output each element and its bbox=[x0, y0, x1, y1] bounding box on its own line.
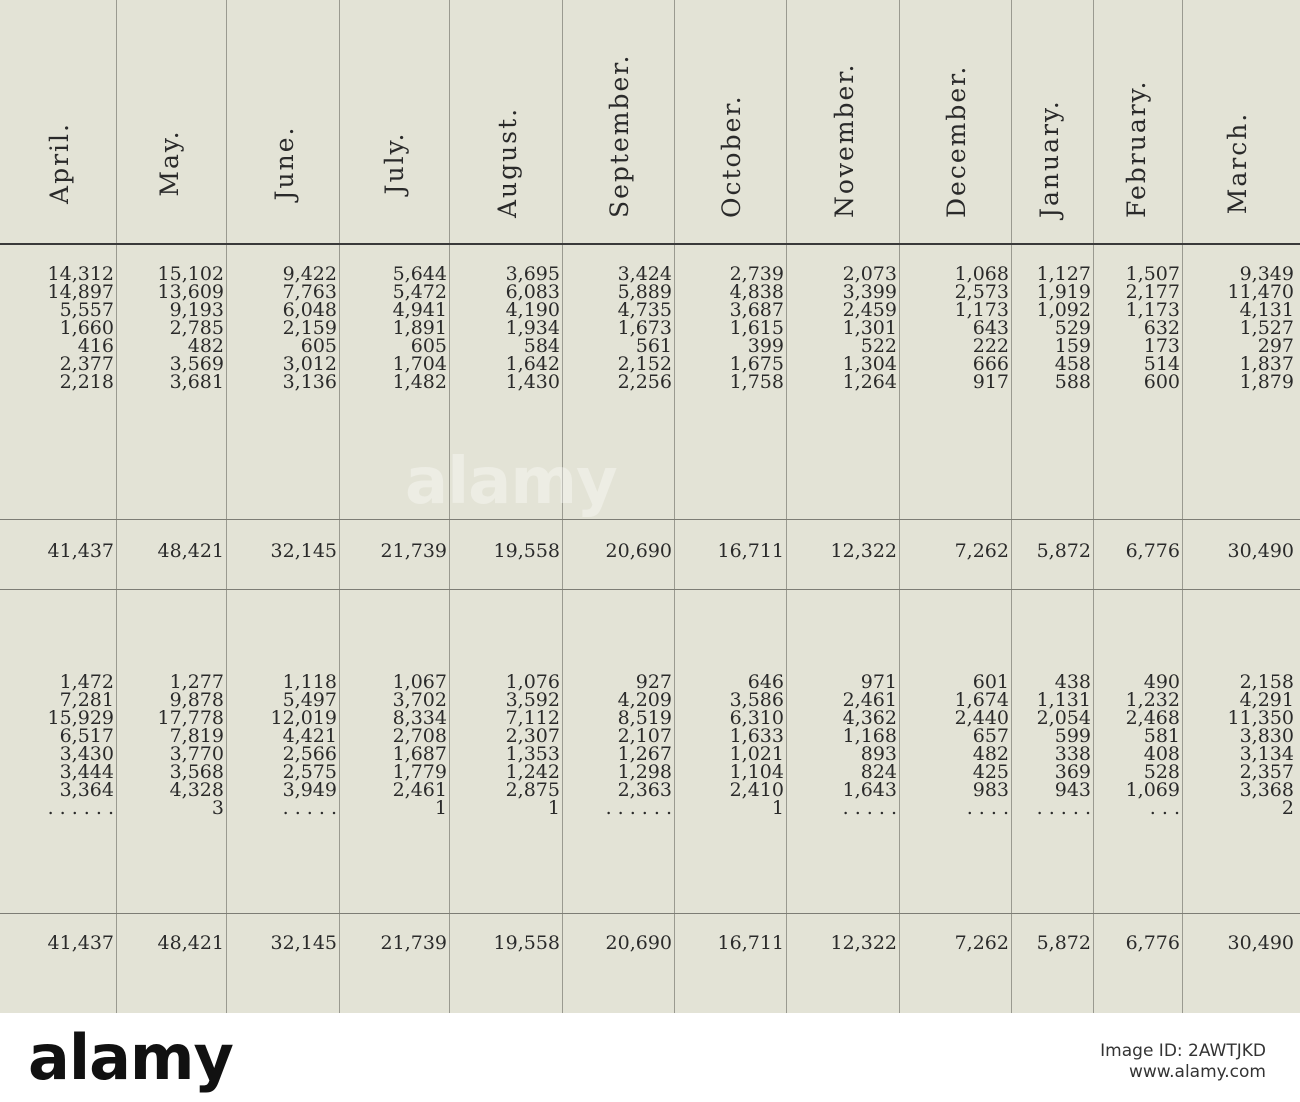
table-cell: 1,127 bbox=[1036, 263, 1091, 285]
table-cell: 5,557 bbox=[59, 299, 114, 321]
table-cell: 9,422 bbox=[282, 263, 337, 285]
table-cell: 2 bbox=[1281, 797, 1294, 819]
brand-logo[interactable]: alamy bbox=[28, 1021, 233, 1094]
table-cell: . . . bbox=[1149, 797, 1180, 819]
table-cell: 159 bbox=[1054, 335, 1091, 357]
table-cell: 4,209 bbox=[617, 689, 672, 711]
total-rule bbox=[0, 913, 1300, 914]
total-cell: 30,490 bbox=[1227, 540, 1294, 562]
table-cell: 4,838 bbox=[729, 281, 784, 303]
table-cell: 3,770 bbox=[169, 743, 224, 765]
table-cell: 2,218 bbox=[59, 371, 114, 393]
month-header: November. bbox=[830, 62, 859, 218]
table-cell: 3,592 bbox=[505, 689, 560, 711]
table-cell: 3,687 bbox=[729, 299, 784, 321]
table-cell: 2,739 bbox=[729, 263, 784, 285]
column-rule bbox=[339, 0, 340, 1013]
table-cell: 1,069 bbox=[1125, 779, 1180, 801]
table-cell: 222 bbox=[972, 335, 1009, 357]
table-cell: 2,107 bbox=[617, 725, 672, 747]
table-cell: 1,067 bbox=[392, 671, 447, 693]
table-cell: 3,702 bbox=[392, 689, 447, 711]
table-cell: 2,363 bbox=[617, 779, 672, 801]
table-cell: 3,444 bbox=[59, 761, 114, 783]
table-cell: 1,642 bbox=[505, 353, 560, 375]
table-cell: 2,575 bbox=[282, 761, 337, 783]
table-cell: 3,695 bbox=[505, 263, 560, 285]
table-cell: 15,102 bbox=[157, 263, 224, 285]
table-cell: 2,440 bbox=[954, 707, 1009, 729]
table-cell: 3,586 bbox=[729, 689, 784, 711]
total-cell: 32,145 bbox=[270, 932, 337, 954]
table-cell: 3,136 bbox=[282, 371, 337, 393]
table-cell: 6,517 bbox=[59, 725, 114, 747]
table-cell: 3,569 bbox=[169, 353, 224, 375]
subtotal-rule bbox=[0, 519, 1300, 520]
total-cell: 12,322 bbox=[830, 932, 897, 954]
table-cell: 1,298 bbox=[617, 761, 672, 783]
table-cell: 1,068 bbox=[954, 263, 1009, 285]
total-cell: 48,421 bbox=[157, 932, 224, 954]
table-cell: 599 bbox=[1054, 725, 1091, 747]
table-cell: 1,837 bbox=[1239, 353, 1294, 375]
table-cell: 7,112 bbox=[505, 707, 560, 729]
table-cell: 2,377 bbox=[59, 353, 114, 375]
table-cell: 1,507 bbox=[1125, 263, 1180, 285]
total-cell: 7,262 bbox=[954, 540, 1009, 562]
table-cell: 14,312 bbox=[47, 263, 114, 285]
total-cell: 16,711 bbox=[717, 540, 784, 562]
table-cell: 605 bbox=[300, 335, 337, 357]
table-cell: 1,687 bbox=[392, 743, 447, 765]
table-cell: 1,891 bbox=[392, 317, 447, 339]
table-cell: 522 bbox=[860, 335, 897, 357]
table-cell: 6,083 bbox=[505, 281, 560, 303]
table-cell: . . . . . bbox=[1036, 797, 1091, 819]
total-cell: 12,322 bbox=[830, 540, 897, 562]
table-cell: 2,357 bbox=[1239, 761, 1294, 783]
table-cell: 605 bbox=[410, 335, 447, 357]
table-cell: 824 bbox=[860, 761, 897, 783]
table-cell: 1,615 bbox=[729, 317, 784, 339]
total-cell: 6,776 bbox=[1125, 540, 1180, 562]
table-cell: 1,643 bbox=[842, 779, 897, 801]
table-cell: 1,168 bbox=[842, 725, 897, 747]
column-rule bbox=[116, 0, 117, 1013]
table-cell: 9,349 bbox=[1239, 263, 1294, 285]
table-cell: 657 bbox=[972, 725, 1009, 747]
table-cell: 2,573 bbox=[954, 281, 1009, 303]
table-cell: 1,633 bbox=[729, 725, 784, 747]
table-cell: 2,785 bbox=[169, 317, 224, 339]
table-cell: . . . . bbox=[966, 797, 1009, 819]
total-cell: 30,490 bbox=[1227, 932, 1294, 954]
table-cell: 3,430 bbox=[59, 743, 114, 765]
watermark: alamy bbox=[405, 445, 617, 519]
table-cell: 2,256 bbox=[617, 371, 672, 393]
table-cell: 601 bbox=[972, 671, 1009, 693]
table-cell: 1,919 bbox=[1036, 281, 1091, 303]
table-cell: 15,929 bbox=[47, 707, 114, 729]
table-cell: 1,430 bbox=[505, 371, 560, 393]
month-header: June. bbox=[270, 125, 299, 201]
table-cell: 1,482 bbox=[392, 371, 447, 393]
table-cell: 1,092 bbox=[1036, 299, 1091, 321]
table-cell: 2,708 bbox=[392, 725, 447, 747]
table-cell: 11,470 bbox=[1227, 281, 1294, 303]
table-cell: 646 bbox=[747, 671, 784, 693]
table-cell: 1,758 bbox=[729, 371, 784, 393]
month-header: September. bbox=[605, 53, 634, 218]
table-cell: 425 bbox=[972, 761, 1009, 783]
table-cell: 1,267 bbox=[617, 743, 672, 765]
table-cell: 173 bbox=[1143, 335, 1180, 357]
table-cell: 2,158 bbox=[1239, 671, 1294, 693]
table-cell: 1,301 bbox=[842, 317, 897, 339]
table-cell: 1,934 bbox=[505, 317, 560, 339]
table-cell: 2,152 bbox=[617, 353, 672, 375]
table-cell: 13,609 bbox=[157, 281, 224, 303]
table-cell: 1,660 bbox=[59, 317, 114, 339]
table-cell: 8,519 bbox=[617, 707, 672, 729]
table-cell: 3,830 bbox=[1239, 725, 1294, 747]
month-header: August. bbox=[493, 106, 522, 218]
table-cell: 1 bbox=[771, 797, 784, 819]
table-cell: 1,879 bbox=[1239, 371, 1294, 393]
month-header: February. bbox=[1122, 79, 1151, 218]
month-header: December. bbox=[942, 64, 971, 218]
table-cell: 1,232 bbox=[1125, 689, 1180, 711]
total-cell: 19,558 bbox=[493, 932, 560, 954]
column-rule bbox=[226, 0, 227, 1013]
column-rule bbox=[1011, 0, 1012, 1013]
table-cell: 9,193 bbox=[169, 299, 224, 321]
table-cell: 581 bbox=[1143, 725, 1180, 747]
table-cell: 12,019 bbox=[270, 707, 337, 729]
table-cell: 4,421 bbox=[282, 725, 337, 747]
table-cell: 1,675 bbox=[729, 353, 784, 375]
table-cell: 416 bbox=[77, 335, 114, 357]
month-header: May. bbox=[155, 129, 184, 197]
table-cell: 6,048 bbox=[282, 299, 337, 321]
table-cell: 3,949 bbox=[282, 779, 337, 801]
total-cell: 41,437 bbox=[47, 540, 114, 562]
table-cell: 458 bbox=[1054, 353, 1091, 375]
table-cell: 5,497 bbox=[282, 689, 337, 711]
table-cell: 7,281 bbox=[59, 689, 114, 711]
table-cell: 561 bbox=[635, 335, 672, 357]
table-cell: 514 bbox=[1143, 353, 1180, 375]
table-cell: 5,644 bbox=[392, 263, 447, 285]
table-cell: 4,735 bbox=[617, 299, 672, 321]
table-cell: 2,054 bbox=[1036, 707, 1091, 729]
table-cell: 2,159 bbox=[282, 317, 337, 339]
table-cell: 600 bbox=[1143, 371, 1180, 393]
total-cell: 20,690 bbox=[605, 932, 672, 954]
table-cell: 2,875 bbox=[505, 779, 560, 801]
table-cell: 2,307 bbox=[505, 725, 560, 747]
table-cell: 1,673 bbox=[617, 317, 672, 339]
table-cell: 1,472 bbox=[59, 671, 114, 693]
total-cell: 7,262 bbox=[954, 932, 1009, 954]
table-cell: . . . . . bbox=[842, 797, 897, 819]
image-id-label: Image ID: 2AWTJKD bbox=[1100, 1041, 1266, 1061]
image-id-block bbox=[1100, 1041, 1266, 1083]
table-cell: 7,819 bbox=[169, 725, 224, 747]
site-url: www.alamy.com bbox=[1128, 1062, 1266, 1082]
column-rule bbox=[899, 0, 900, 1013]
table-cell: 17,778 bbox=[157, 707, 224, 729]
table-cell: 1,674 bbox=[954, 689, 1009, 711]
table-cell: 528 bbox=[1143, 761, 1180, 783]
table-cell: 5,889 bbox=[617, 281, 672, 303]
table-cell: 2,073 bbox=[842, 263, 897, 285]
section-rule bbox=[0, 589, 1300, 590]
table-cell: 4,190 bbox=[505, 299, 560, 321]
table-cell: 3,399 bbox=[842, 281, 897, 303]
table-cell: 2,566 bbox=[282, 743, 337, 765]
table-cell: 338 bbox=[1054, 743, 1091, 765]
total-cell: 20,690 bbox=[605, 540, 672, 562]
table-cell: 7,763 bbox=[282, 281, 337, 303]
month-header: July. bbox=[380, 131, 409, 195]
table-cell: . . . . . . bbox=[605, 797, 672, 819]
table-cell: 4,291 bbox=[1239, 689, 1294, 711]
table-cell: 6,310 bbox=[729, 707, 784, 729]
table-cell: . . . . . bbox=[282, 797, 337, 819]
month-header: October. bbox=[717, 94, 746, 218]
table-cell: 3,364 bbox=[59, 779, 114, 801]
table-cell: 438 bbox=[1054, 671, 1091, 693]
table-cell: 643 bbox=[972, 317, 1009, 339]
table-cell: 14,897 bbox=[47, 281, 114, 303]
column-rule bbox=[674, 0, 675, 1013]
table-cell: 1,118 bbox=[282, 671, 337, 693]
table-cell: 1 bbox=[547, 797, 560, 819]
table-cell: 482 bbox=[187, 335, 224, 357]
table-cell: 490 bbox=[1143, 671, 1180, 693]
table-cell: 9,878 bbox=[169, 689, 224, 711]
table-cell: 893 bbox=[860, 743, 897, 765]
total-cell: 48,421 bbox=[157, 540, 224, 562]
table-cell: 4,131 bbox=[1239, 299, 1294, 321]
table-cell: 3,424 bbox=[617, 263, 672, 285]
stock-footer bbox=[0, 1013, 1300, 1102]
total-cell: 32,145 bbox=[270, 540, 337, 562]
month-header: March. bbox=[1223, 111, 1252, 215]
table-cell: 917 bbox=[972, 371, 1009, 393]
table-cell: 8,334 bbox=[392, 707, 447, 729]
table-cell: 1,264 bbox=[842, 371, 897, 393]
table-cell: 3,568 bbox=[169, 761, 224, 783]
table-cell: 3,012 bbox=[282, 353, 337, 375]
table-cell: 1 bbox=[434, 797, 447, 819]
table-cell: 584 bbox=[523, 335, 560, 357]
total-cell: 16,711 bbox=[717, 932, 784, 954]
month-header: January. bbox=[1035, 99, 1064, 218]
table-cell: 1,173 bbox=[954, 299, 1009, 321]
table-cell: 1,131 bbox=[1036, 689, 1091, 711]
total-cell: 6,776 bbox=[1125, 932, 1180, 954]
table-cell: 588 bbox=[1054, 371, 1091, 393]
table-cell: 1,277 bbox=[169, 671, 224, 693]
table-cell: 2,177 bbox=[1125, 281, 1180, 303]
table-cell: . . . . . . bbox=[47, 797, 114, 819]
column-rule bbox=[786, 0, 787, 1013]
table-cell: 1,076 bbox=[505, 671, 560, 693]
table-cell: 4,362 bbox=[842, 707, 897, 729]
table-cell: 5,472 bbox=[392, 281, 447, 303]
column-rule bbox=[1093, 0, 1094, 1013]
table-cell: 1,527 bbox=[1239, 317, 1294, 339]
table-cell: 408 bbox=[1143, 743, 1180, 765]
total-cell: 5,872 bbox=[1036, 540, 1091, 562]
table-cell: 11,350 bbox=[1227, 707, 1294, 729]
table-cell: 4,328 bbox=[169, 779, 224, 801]
table-cell: 1,304 bbox=[842, 353, 897, 375]
table-cell: 1,173 bbox=[1125, 299, 1180, 321]
table-cell: 399 bbox=[747, 335, 784, 357]
table-cell: 971 bbox=[860, 671, 897, 693]
table-cell: 3,681 bbox=[169, 371, 224, 393]
table-cell: 3,368 bbox=[1239, 779, 1294, 801]
table-cell: 927 bbox=[635, 671, 672, 693]
table-cell: 2,461 bbox=[842, 689, 897, 711]
table-cell: 1,353 bbox=[505, 743, 560, 765]
table-cell: 1,779 bbox=[392, 761, 447, 783]
table-cell: 2,410 bbox=[729, 779, 784, 801]
total-cell: 19,558 bbox=[493, 540, 560, 562]
table-cell: 666 bbox=[972, 353, 1009, 375]
column-rule bbox=[1182, 0, 1183, 1013]
table-cell: 943 bbox=[1054, 779, 1091, 801]
table-cell: 2,468 bbox=[1125, 707, 1180, 729]
table-cell: 2,459 bbox=[842, 299, 897, 321]
table-cell: 2,461 bbox=[392, 779, 447, 801]
total-cell: 21,739 bbox=[380, 540, 447, 562]
month-header: April. bbox=[45, 122, 74, 204]
table-cell: 529 bbox=[1054, 317, 1091, 339]
table-cell: 4,941 bbox=[392, 299, 447, 321]
table-cell: 3 bbox=[211, 797, 224, 819]
table-cell: 297 bbox=[1257, 335, 1294, 357]
table-cell: 369 bbox=[1054, 761, 1091, 783]
header-rule bbox=[0, 243, 1300, 245]
table-cell: 3,134 bbox=[1239, 743, 1294, 765]
total-cell: 41,437 bbox=[47, 932, 114, 954]
table-cell: 632 bbox=[1143, 317, 1180, 339]
table-cell: 1,704 bbox=[392, 353, 447, 375]
table-cell: 482 bbox=[972, 743, 1009, 765]
table-cell: 983 bbox=[972, 779, 1009, 801]
table-cell: 1,242 bbox=[505, 761, 560, 783]
table-cell: 1,104 bbox=[729, 761, 784, 783]
table-cell: 1,021 bbox=[729, 743, 784, 765]
total-cell: 5,872 bbox=[1036, 932, 1091, 954]
total-cell: 21,739 bbox=[380, 932, 447, 954]
